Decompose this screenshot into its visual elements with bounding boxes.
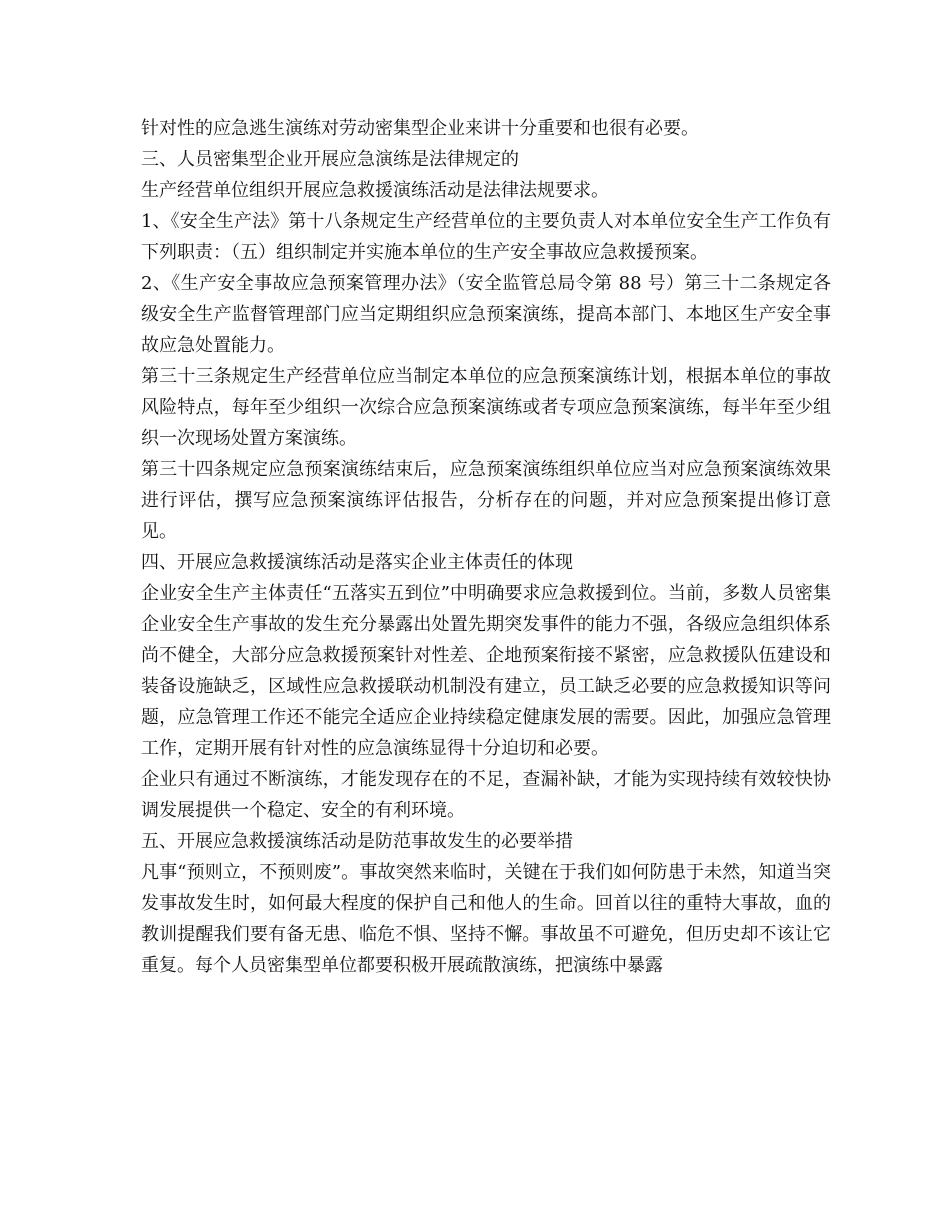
paragraph: 企业安全生产主体责任“五落实五到位”中明确要求应急救援到位。当前，多数人员密集企业安全生产事故的发生充分暴露出处置先期突发事件的能力不强，各级应急组织体系尚不健全，大部分应急救援预案针对性差、企地预案衔接不紧密，应急救援队伍建设和装备设施缺乏，区域性应急救援联动机制没有建立，员工缺乏必要的应急救援知识等问题，应急管理工作还不能完全适应企业持续稳定健康发展的需要。因此，加强应急管理工作，定期开展有针对性的应急演练显得十分迫切和必要。 xyxy=(141,583,831,759)
section-heading: 五、开展应急救援演练活动是防范事故发生的必要举措 xyxy=(141,831,573,852)
document-body xyxy=(141,113,831,981)
paragraph: 凡事“预则立，不预则废”。事故突然来临时，关键在于我们如何防患于未然，知道当突发事故发生时，如何最大程度的保护自己和他人的生命。回首以往的重特大事故，血的教训提醒我们要有备无患、临危不惧、坚持不懈。事故虽不可避免，但历史却不该让它重复。每个人员密集型单位都要积极开展疏散演练，把演练中暴露 xyxy=(141,862,831,976)
paragraph: 企业只有通过不断演练，才能发现存在的不足，查漏补缺，才能为实现持续有效较快协调发展提供一个稳定、安全的有利环境。 xyxy=(141,769,831,821)
paragraph: 1、《安全生产法》第十八条规定生产经营单位的主要负责人对本单位安全生产工作负有下列职责：（五）组织制定并实施本单位的生产安全事故应急救援预案。 xyxy=(141,211,831,263)
paragraph: 2、《生产安全事故应急预案管理办法》（安全监管总局令第 88 号）第三十二条规定各级安全生产监督管理部门应当定期组织应急预案演练，提高本部门、本地区生产安全事故应急处置能力。 xyxy=(141,273,831,356)
paragraph: 针对性的应急逃生演练对劳动密集型企业来讲十分重要和也很有必要。 xyxy=(141,118,699,139)
paragraph: 生产经营单位组织开展应急救援演练活动是法律法规要求。 xyxy=(141,180,609,201)
section-heading: 三、人员密集型企业开展应急演练是法律规定的 xyxy=(141,149,519,170)
section-heading: 四、开展应急救援演练活动是落实企业主体责任的体现 xyxy=(141,552,573,573)
paragraph: 第三十四条规定应急预案演练结束后，应急预案演练组织单位应当对应急预案演练效果进行评估，撰写应急预案演练评估报告，分析存在的问题，并对应急预案提出修订意见。 xyxy=(141,459,831,542)
paragraph: 第三十三条规定生产经营单位应当制定本单位的应急预案演练计划，根据本单位的事故风险特点，每年至少组织一次综合应急预案演练或者专项应急预案演练，每半年至少组织一次现场处置方案演练。 xyxy=(141,366,831,449)
